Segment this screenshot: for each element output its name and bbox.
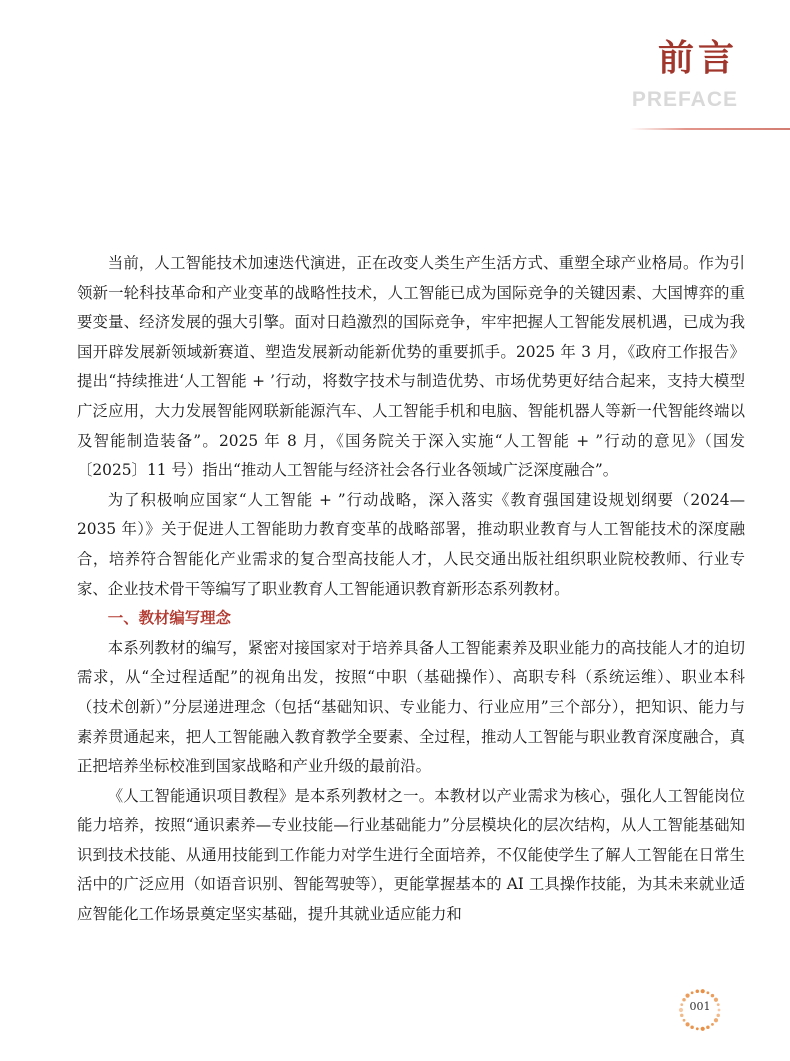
ornament-dot	[685, 1022, 689, 1026]
paragraph: 当前，人工智能技术加速迭代演进，正在改变人类生产生活方式、重塑全球产业格局。作为引领新一轮科技革命和产业变革的战略性技术，人工智能已成为国际竞争的关键因素、大国博弈的重要变量、经济发展的强大引擎。面对日趋激烈的国际竞争，牢牢把握人工智能发展机遇，已成为我国开辟发展新领域新赛道、塑造发展新动能新优势的重要抓手。2025 年 3 月，《政府工作报告》提出“持续推进‘人工智能 + ’行动，将数字技术与制造优势、市场优势更好结合起来，支持大模型广泛应用，大力发展智能网联新能源汽车、人工智能手机和电脑、智能机器人等新一代智能终端以及智能制造装备”。2025 年 8 月，《国务院关于深入实施“人工智能 + ”行动的意见》（国发〔2025〕11 号）指出“推动人工智能与经济社会各行业各领域广泛深度融合”。	[77, 254, 745, 480]
ornament-dot	[711, 1023, 714, 1026]
page-number: 001	[689, 1000, 711, 1013]
header-divider	[630, 128, 790, 130]
ornament-dot	[691, 991, 694, 994]
page-number-badge	[678, 988, 722, 1032]
ornament-dot	[701, 1027, 705, 1031]
ornament-dot	[706, 1026, 710, 1030]
ornament-dot	[711, 994, 715, 998]
page-subtitle: PREFACE	[631, 88, 738, 111]
paragraph: 本系列教材的编写，紧密对接国家对于培养具备人工智能素养及职业能力的高技能人才的迫切需求，从“全过程适配”的视角出发，按照“中职（基础操作）、高职专科（系统运维）、职业本科（技术创新）”分层递进理念（包括“基础知识、专业能力、行业应用”三个部分），把知识、能力与素养贯通起来，把人工智能融入教育教学全要素、全过程，推动人工智能与职业教育深度融合，真正把培养坐标校准到国家战略和产业升级的最前沿。	[77, 638, 745, 776]
ornament-dot	[696, 989, 700, 993]
body-text	[77, 249, 745, 930]
paragraph: 《人工智能通识项目教程》是本系列教材之一。本教材以产业需求为核心，强化人工智能岗位能力培养，按照“通识素养—专业技能—行业基础能力”分层模块化的层次结构，从人工智能基础知识到技术技能、从通用技能到工作能力对学生进行全面培养，不仅能使学生了解人工智能在日常生活中的广泛应用（如语音识别、智能驾驶等），更能掌握基本的 AI 工具操作技能，为其未来就业适应智能化工作场景奠定坚实基础，提升其就业适应能力和	[77, 786, 745, 924]
ornament-dot	[716, 1014, 720, 1018]
ornament-dot	[683, 1019, 686, 1022]
ornament-dot	[714, 1018, 718, 1022]
section-heading: 一、教材编写理念	[107, 609, 231, 628]
page-title: 前言	[657, 38, 738, 79]
ornament-dot	[701, 989, 705, 993]
ornament-dot	[690, 1026, 694, 1030]
ornament-dot	[706, 991, 709, 994]
paragraph: 为了积极响应国家“人工智能 + ”行动战略，深入落实《教育强国建设规划纲要（2024—2035 年）》关于促进人工智能助力教育变革的战略部署，推动职业教育与人工智能技术的深度融合，培养符合智能化产业需求的复合型高技能人才，人民交通出版社组织职业院校教师、行业专家、企业技术骨干等编写了职业教育人工智能通识教育新形态系列教材。	[77, 490, 745, 598]
ornament-dot	[685, 994, 689, 998]
ornament-dot	[696, 1027, 699, 1030]
ornament-dot	[680, 1014, 684, 1018]
